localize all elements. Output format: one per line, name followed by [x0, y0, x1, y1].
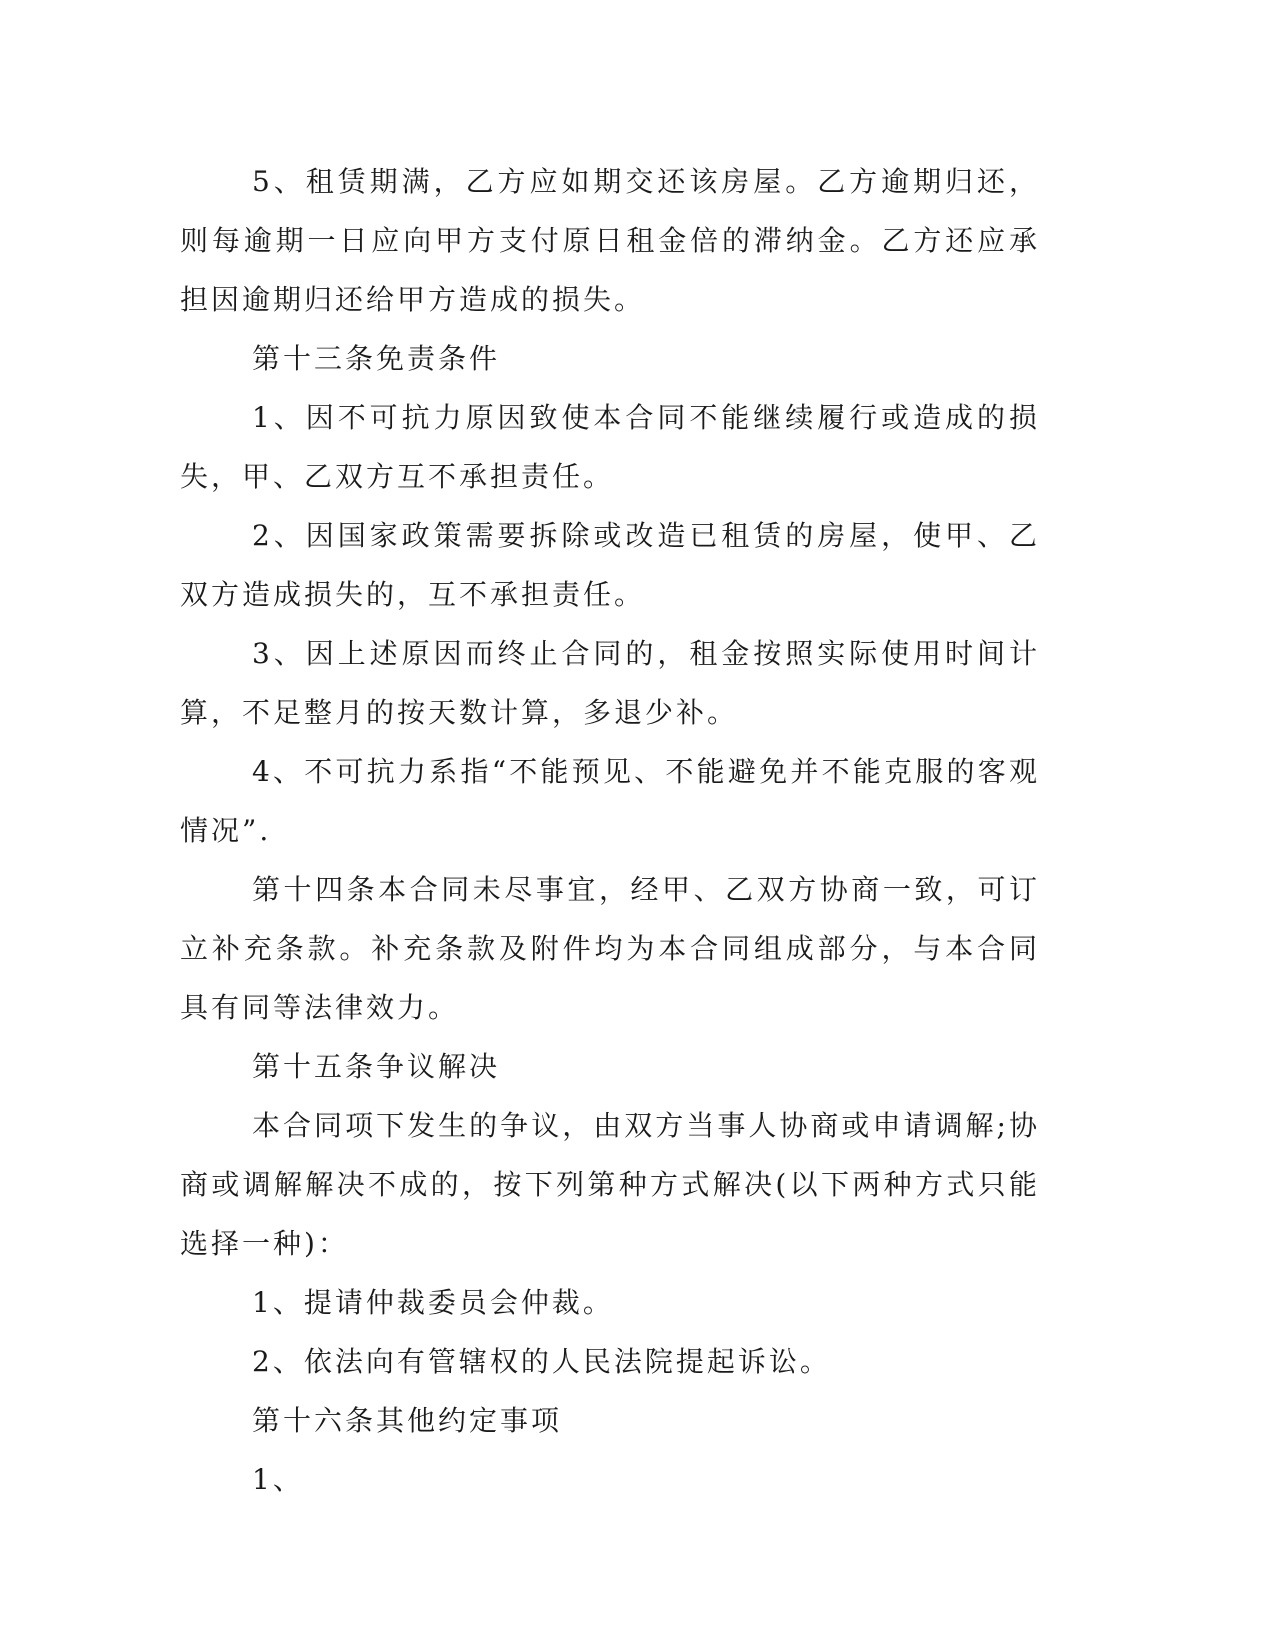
article-15-option-2: 2、依法向有管辖权的人民法院提起诉讼。 [252, 1345, 831, 1378]
clause-5-lease-expiry: 5、租赁期满，乙方应如期交还该房屋。乙方逾期归还，则每逾期一日应向甲方支付原日租金倍的滞纳金。乙方还应承担因逾期归还给甲方造成的损失。 [180, 165, 1040, 316]
article-15-option-1: 1、提请仲裁委员会仲裁。 [252, 1286, 614, 1319]
article-14: 第十四条本合同未尽事宜，经甲、乙双方协商一致，可订立补充条款。补充条款及附件均为本合同组成部分，与本合同具有同等法律效力。 [180, 873, 1040, 1024]
article-16-heading: 第十六条其他约定事项 [252, 1404, 563, 1437]
article-13-item-4: 4、不可抗力系指“不能预见、不能避免并不能克服的客观情况”. [180, 755, 1040, 847]
article-13-item-3: 3、因上述原因而终止合同的，租金按照实际使用时间计算，不足整月的按天数计算，多退少补。 [180, 637, 1040, 729]
article-16-item-1: 1、 [252, 1463, 304, 1496]
article-15-body: 本合同项下发生的争议，由双方当事人协商或申请调解;协商或调解解决不成的，按下列第种方式解决(以下两种方式只能选择一种)： [180, 1109, 1040, 1260]
article-13-item-1: 1、因不可抗力原因致使本合同不能继续履行或造成的损失，甲、乙双方互不承担责任。 [180, 401, 1040, 493]
document-page [180, 152, 1040, 1509]
article-13-heading: 第十三条免责条件 [252, 342, 501, 375]
article-15-heading: 第十五条争议解决 [252, 1050, 501, 1083]
article-13-item-2: 2、因国家政策需要拆除或改造已租赁的房屋，使甲、乙双方造成损失的，互不承担责任。 [180, 519, 1040, 611]
